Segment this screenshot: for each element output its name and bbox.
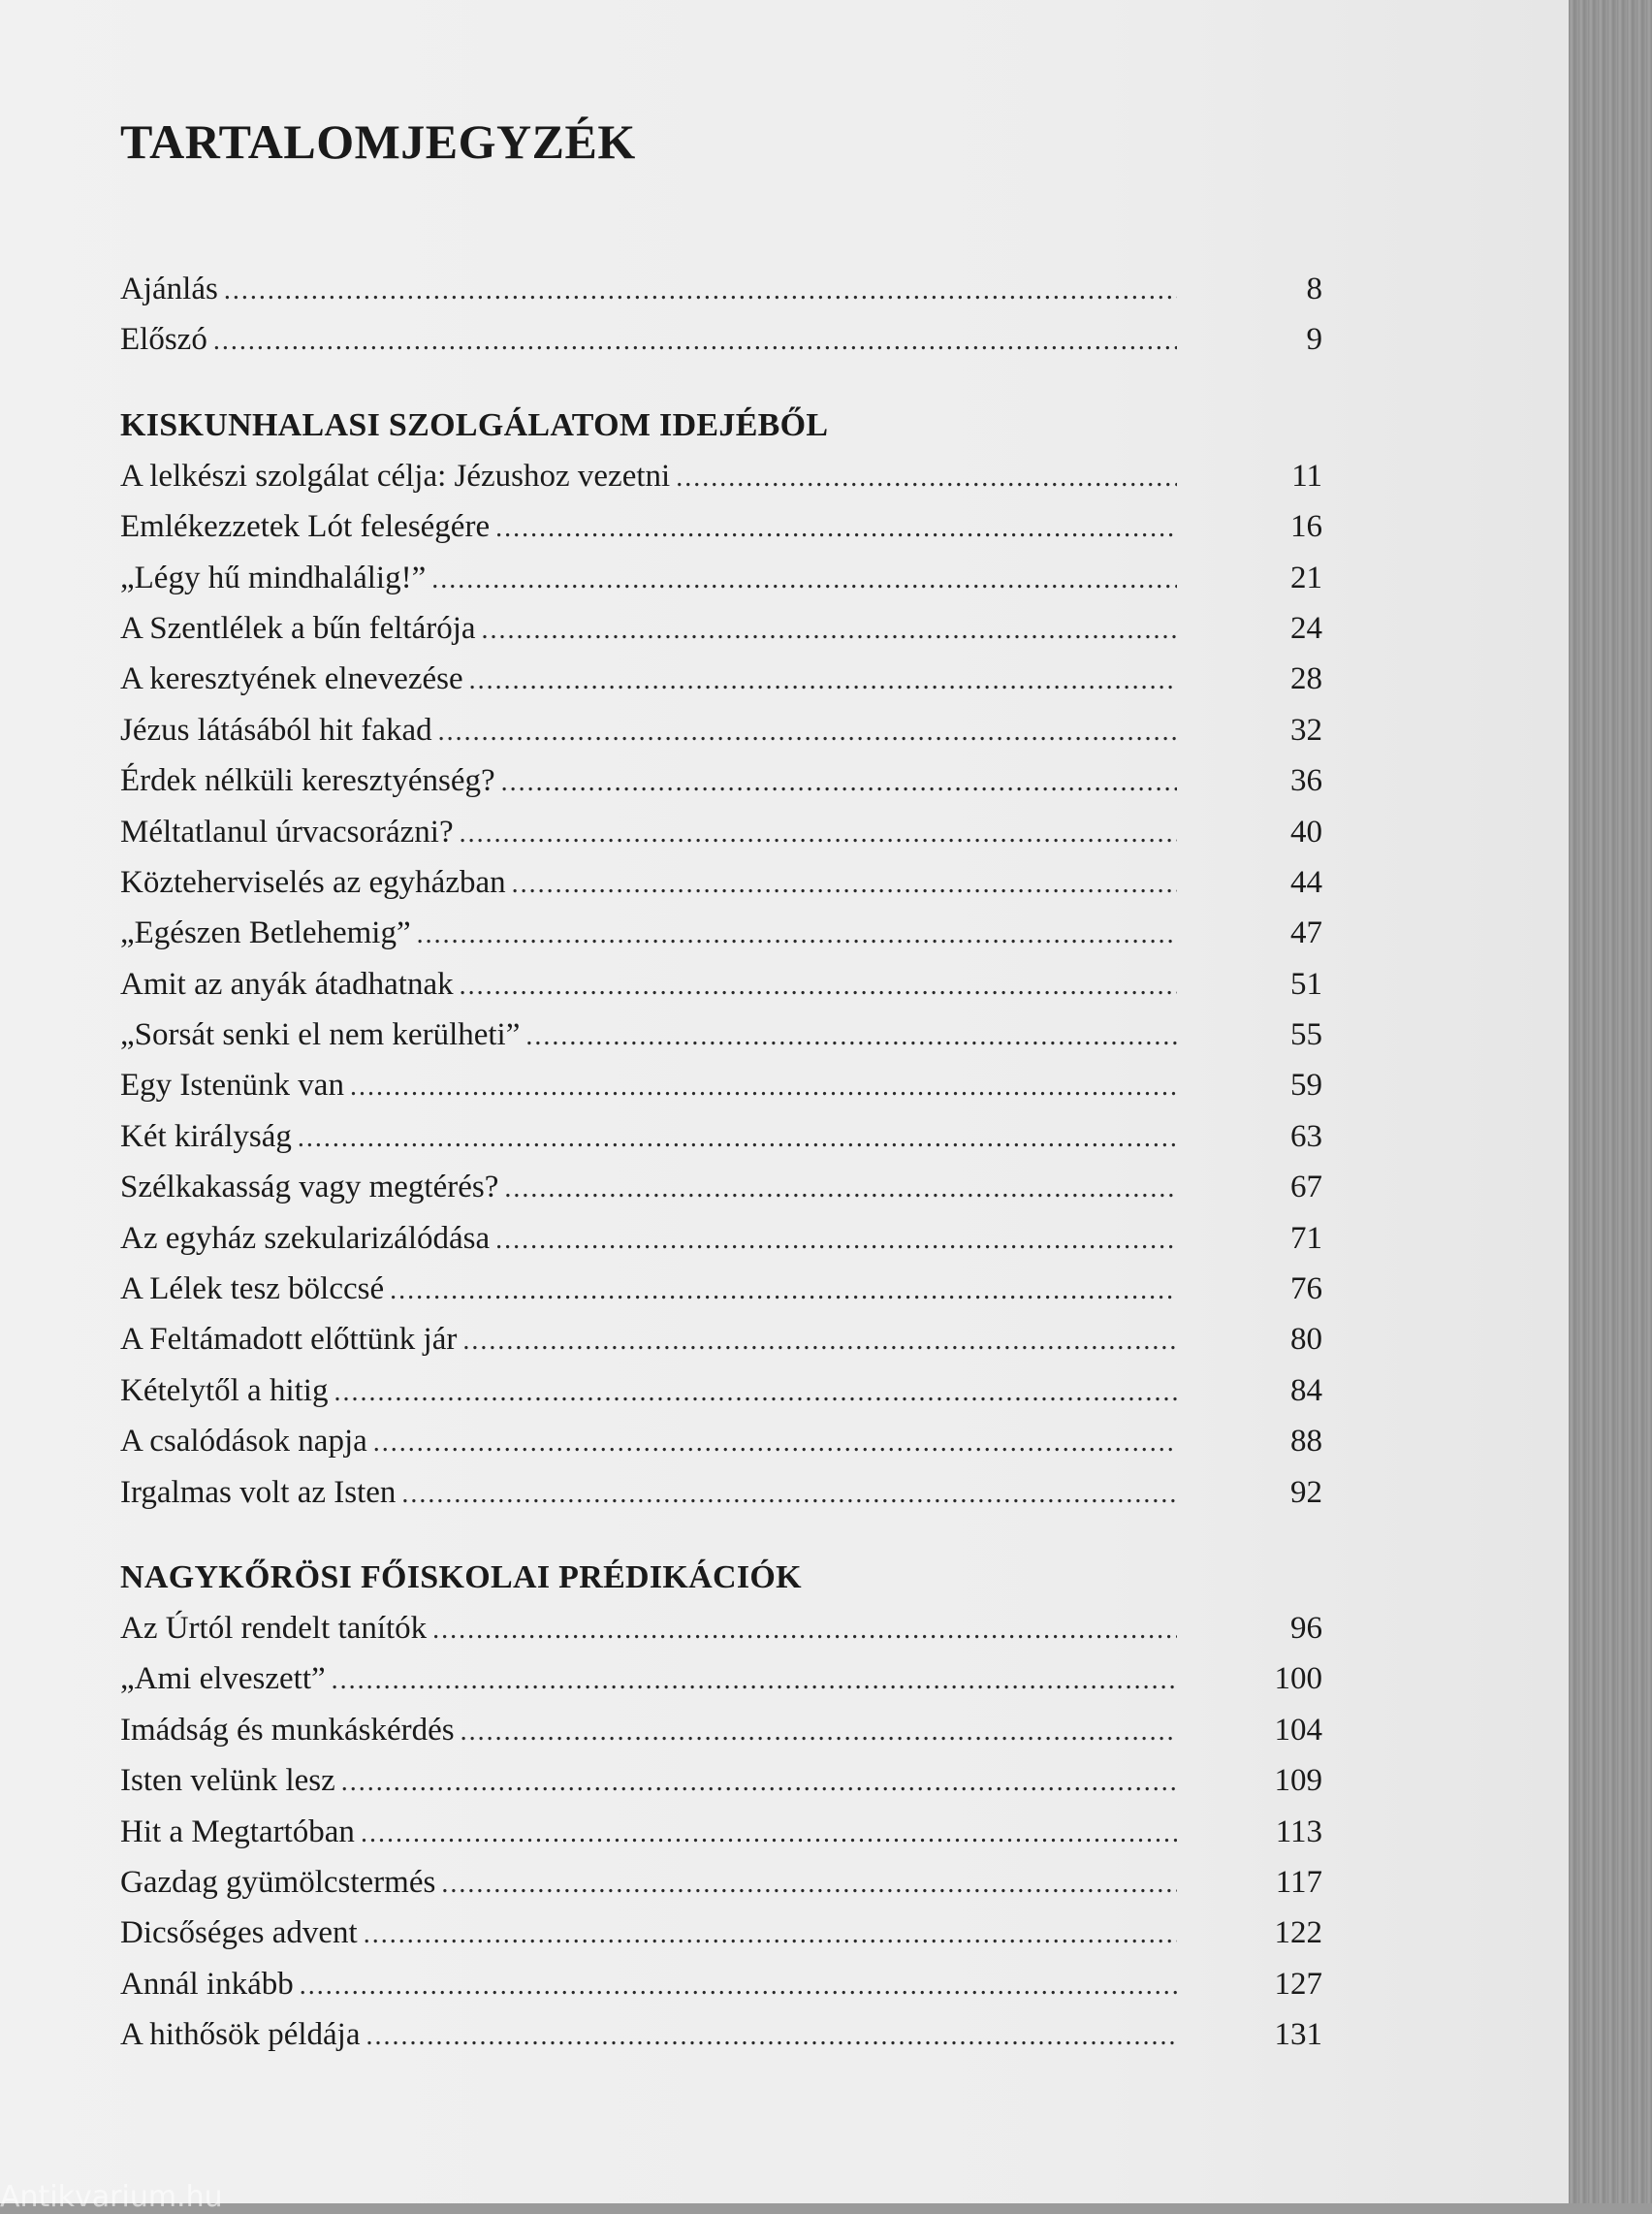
leader-dots <box>417 910 1177 960</box>
leader-dots <box>213 316 1177 367</box>
leader-dots <box>441 1859 1177 1909</box>
leader-dots <box>300 1961 1177 2011</box>
toc-entry-page: 47 <box>1290 915 1322 951</box>
toc-entry-page: 127 <box>1274 1966 1322 2002</box>
toc-entry-page: 28 <box>1290 661 1322 697</box>
leader-dots <box>461 1707 1177 1757</box>
toc-entry-page: 104 <box>1274 1712 1322 1748</box>
toc-entry-page: 76 <box>1290 1271 1322 1307</box>
toc-entry-page: 63 <box>1290 1118 1322 1154</box>
toc-entry-title: „Sorsát senki el nem kerülheti” <box>120 1017 521 1053</box>
toc-entry-page: 92 <box>1290 1474 1322 1510</box>
leader-dots <box>390 1266 1177 1316</box>
leader-dots <box>431 555 1177 605</box>
toc-entry <box>120 451 1322 501</box>
leader-dots <box>462 1316 1177 1366</box>
toc-entry-title: Az Úrtól rendelt tanítók <box>120 1610 428 1646</box>
toc-entry-title: Méltatlanul úrvacsorázni? <box>120 814 454 850</box>
leader-dots <box>364 1909 1177 1960</box>
toc-entry <box>120 807 1322 857</box>
toc-entry <box>120 1010 1322 1060</box>
leader-dots <box>676 453 1177 503</box>
toc-entry-title: Az egyház szekularizálódása <box>120 1220 491 1256</box>
toc-entry <box>120 1603 1322 1653</box>
table-of-contents <box>120 105 1322 2061</box>
toc-entry <box>120 2009 1322 2060</box>
leader-dots <box>373 1418 1177 1468</box>
toc-entry-title: A Feltámadott előttünk jár <box>120 1322 458 1358</box>
toc-entry-title: A lelkészi szolgálat célja: Jézushoz vezetni <box>120 458 671 494</box>
toc-entry-title: Közteherviselés az egyházban <box>120 864 506 900</box>
toc-entry-page: 40 <box>1290 814 1322 850</box>
leader-dots <box>350 1062 1177 1112</box>
leader-dots <box>469 656 1177 706</box>
leader-dots <box>438 707 1177 757</box>
toc-entry <box>120 1416 1322 1466</box>
toc-entry <box>120 1162 1322 1212</box>
toc-entry-page: 96 <box>1290 1610 1322 1646</box>
toc-entry-page: 55 <box>1290 1017 1322 1053</box>
toc-entry-title: Emlékezzetek Lót feleségére <box>120 509 491 545</box>
toc-entry <box>120 908 1322 958</box>
toc-entry-page: 122 <box>1274 1915 1322 1951</box>
leader-dots <box>525 1011 1177 1062</box>
toc-entry-title: Amit az anyák átadhatnak <box>120 966 454 1002</box>
toc-entry-title: Jézus látásából hit fakad <box>120 712 432 748</box>
toc-entry <box>120 553 1322 603</box>
toc-entry-title: Irgalmas volt az Isten <box>120 1474 397 1510</box>
toc-entry <box>120 264 1322 314</box>
leader-dots <box>512 859 1177 910</box>
toc-entry-page: 80 <box>1290 1322 1322 1358</box>
leader-dots <box>504 1164 1177 1214</box>
toc-entry-title: A csalódások napja <box>120 1424 367 1460</box>
toc-entry-page: 16 <box>1290 509 1322 545</box>
toc-entry-page: 21 <box>1290 560 1322 595</box>
toc-entry-page: 32 <box>1290 712 1322 748</box>
toc-entry-title: Imádság és munkáskérdés <box>120 1712 455 1748</box>
toc-entry <box>120 755 1322 806</box>
toc-entry-page: 67 <box>1290 1170 1322 1205</box>
toc-entry <box>120 857 1322 908</box>
toc-entry-title: Hit a Megtartóban <box>120 1813 355 1849</box>
toc-entry <box>120 1705 1322 1755</box>
toc-entry-title: Előszó <box>120 322 207 358</box>
section-heading-kiskunhalas: KISKUNHALASI SZOLGÁLATOM IDEJÉBŐL <box>120 406 829 443</box>
leader-dots <box>432 1605 1177 1655</box>
toc-entry-title: Két királyság <box>120 1118 292 1154</box>
toc-entry-page: 71 <box>1290 1220 1322 1256</box>
page-title: TARTALOMJEGYZÉK <box>120 114 636 169</box>
toc-entry-title: A Lélek tesz bölccsé <box>120 1271 385 1307</box>
leader-dots <box>332 1655 1177 1706</box>
toc-entry-title: „Légy hű mindhalálig!” <box>120 560 427 595</box>
leader-dots <box>495 1215 1177 1266</box>
leader-dots <box>482 605 1177 656</box>
toc-entry <box>120 1213 1322 1264</box>
toc-entry <box>120 501 1322 552</box>
toc-entry-title: Gazdag gyümölcstermés <box>120 1864 436 1900</box>
toc-entry-page: 100 <box>1274 1661 1322 1697</box>
toc-entry-title: Isten velünk lesz <box>120 1763 335 1799</box>
toc-entry-page: 51 <box>1290 966 1322 1002</box>
leader-dots <box>460 809 1177 859</box>
toc-entry-title: Dicsőséges advent <box>120 1915 358 1951</box>
toc-entry <box>120 1111 1322 1162</box>
toc-entry-page: 88 <box>1290 1424 1322 1460</box>
toc-entry-title: A keresztyének elnevezése <box>120 661 463 697</box>
leader-dots <box>495 503 1177 554</box>
leader-dots <box>298 1113 1177 1164</box>
leader-dots <box>361 1809 1177 1859</box>
toc-entry <box>120 1264 1322 1314</box>
toc-entry <box>120 1314 1322 1364</box>
toc-entry-page: 117 <box>1275 1864 1322 1900</box>
toc-entry-page: 109 <box>1274 1763 1322 1799</box>
toc-entry-page: 44 <box>1290 864 1322 900</box>
toc-entry-page: 24 <box>1290 610 1322 646</box>
leader-dots <box>365 2011 1177 2062</box>
leader-dots <box>341 1757 1177 1808</box>
toc-entry-title: Egy Istenünk van <box>120 1068 344 1104</box>
toc-entry-page: 131 <box>1274 2017 1322 2053</box>
toc-entry <box>120 654 1322 704</box>
toc-entry <box>120 1755 1322 1806</box>
leader-dots <box>224 266 1177 316</box>
section-entries-kiskunhalas <box>120 451 1322 1518</box>
toc-entry-page: 8 <box>1306 272 1322 306</box>
leader-dots <box>401 1469 1177 1520</box>
toc-entry-page: 36 <box>1290 763 1322 799</box>
toc-entry-title: A Szentlélek a bűn feltárója <box>120 610 476 646</box>
section-heading-nagykoros: NAGYKŐRÖSI FŐISKOLAI PRÉDIKÁCIÓK <box>120 1558 802 1595</box>
toc-entry-page: 11 <box>1291 458 1322 494</box>
leader-dots <box>460 961 1177 1011</box>
toc-entry-page: 113 <box>1275 1813 1322 1849</box>
toc-entry-page: 59 <box>1290 1068 1322 1104</box>
leader-dots <box>334 1367 1177 1418</box>
toc-entry <box>120 314 1322 365</box>
toc-entry-title: A hithősök példája <box>120 2017 361 2053</box>
toc-entry-title: Kételytől a hitig <box>120 1372 329 1408</box>
toc-entry-title: Annál inkább <box>120 1966 294 2002</box>
toc-entry-title: Szélkakasság vagy megtérés? <box>120 1170 499 1205</box>
toc-entry <box>120 1653 1322 1704</box>
toc-entry <box>120 603 1322 654</box>
intro-entries <box>120 264 1322 366</box>
watermark: Antikvarium.hu <box>0 2180 223 2214</box>
toc-entry-title: „Ami elveszett” <box>120 1661 326 1697</box>
toc-entry <box>120 959 1322 1010</box>
toc-entry-title: Ajánlás <box>120 272 218 306</box>
toc-entry-page: 9 <box>1306 322 1322 358</box>
toc-entry <box>120 1959 1322 2009</box>
toc-entry <box>120 1807 1322 1857</box>
toc-entry <box>120 1467 1322 1518</box>
toc-entry-title: „Egészen Betlehemig” <box>120 915 411 951</box>
book-edge <box>1569 0 1652 2203</box>
toc-entry-page: 84 <box>1290 1372 1322 1408</box>
toc-entry <box>120 1908 1322 1958</box>
toc-entry-title: Érdek nélküli keresztyénség? <box>120 763 495 799</box>
toc-entry <box>120 705 1322 755</box>
section-entries-nagykoros <box>120 1603 1322 2061</box>
leader-dots <box>501 757 1177 808</box>
toc-entry <box>120 1060 1322 1110</box>
toc-entry <box>120 1857 1322 1908</box>
toc-entry <box>120 1365 1322 1416</box>
